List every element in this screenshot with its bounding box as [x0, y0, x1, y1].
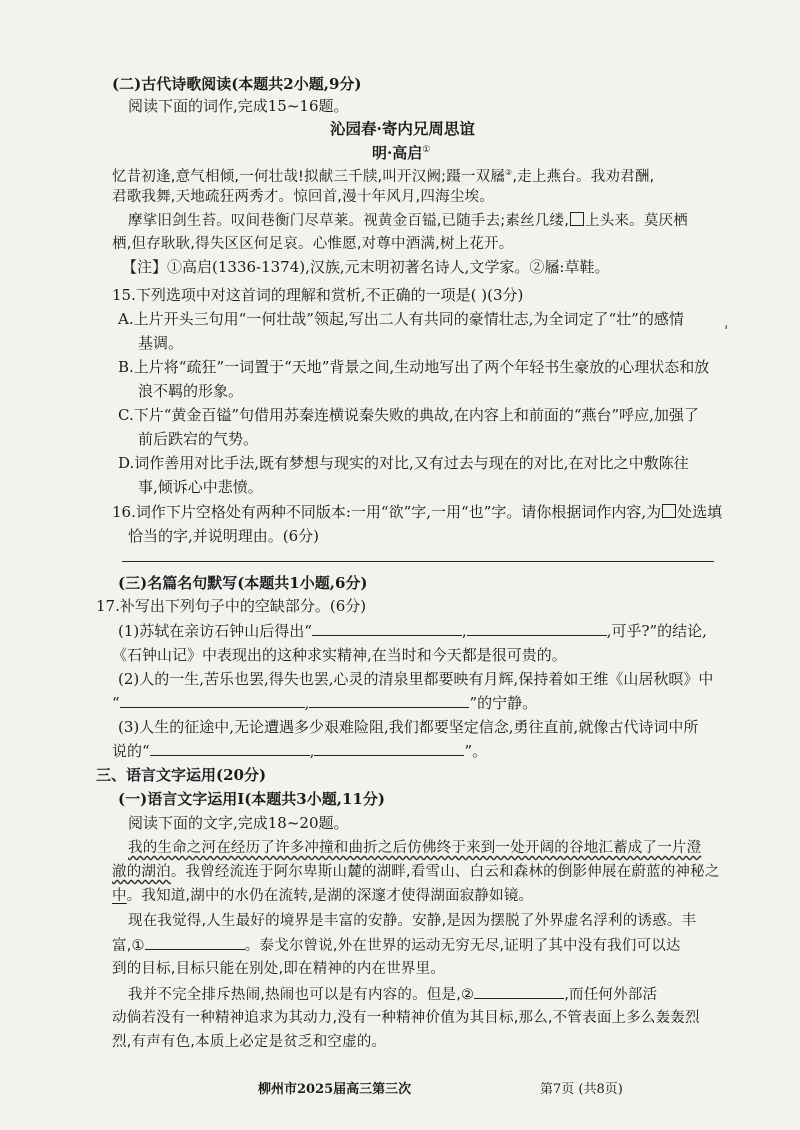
q15-option-c-cont: 前后跌宕的气势。	[138, 430, 259, 448]
poem-title: 沁园春·寄内兄周思谊	[330, 119, 475, 138]
q15-stem: 15.下列选项中对这首词的理解和赏析,不正确的一项是( )(3分)	[112, 286, 524, 304]
footer-exam-title: 柳州市2025届高三第三次	[258, 1082, 412, 1097]
poem-author: 明·高启①	[372, 144, 431, 162]
passage-p1-line3: 中。我知道,湖中的水仍在流转,是湖的深邃才使得湖面寂静如镜。	[112, 888, 534, 904]
q17-stem: 17.补写出下列句子中的空缺部分。(6分)	[96, 597, 367, 615]
passage-p1-line1: 我的生命之河在经历了许多冲撞和曲折之后仿佛终于来到一处开阔的谷地汇蓄成了一片澄	[128, 840, 702, 856]
q15-option-a: A.上片开头三句用“一何壮哉”领起,写出二人有共同的豪情壮志,为全词定了“壮”的感情	[118, 310, 684, 328]
section-heading-poetry: (二)古代诗歌阅读(本题共2小题,9分)	[112, 75, 362, 93]
q17-item-1: (1)苏轼在亲访石钟山后得出“ , ,可乎?”的结论,	[118, 622, 707, 640]
footer-page-info: 第7页 (共8页)	[540, 1082, 623, 1097]
fill-blank[interactable]	[150, 741, 310, 756]
passage-p2-line3: 到的目标,目标只能在别处,即在精神的内在世界里。	[112, 961, 446, 977]
q17-item-2-cont: “ , ”的宁静。	[112, 694, 538, 712]
q17-item-3-cont: 说的“ , ”。	[112, 742, 488, 760]
q17-item-1-cont: 《石钟山记》中表现出的这种求实精神,在当时和今天都是很可贵的。	[112, 646, 567, 664]
part3-heading: 三、语言文字运用(20分)	[96, 766, 267, 784]
fill-blank[interactable]	[312, 621, 462, 636]
q17-item-3: (3)人生的征途中,无论遭遇多少艰难险阻,我们都要坚定信念,勇往直前,就像古代诗词中所	[118, 718, 699, 736]
q16-stem-cont: 恰当的字,并说明理由。(6分)	[128, 527, 320, 545]
poem-line-4: 栖,但存耿耿,得失区区何足哀。心惟愿,对尊中酒满,树上花开。	[112, 236, 514, 252]
passage-p3-line1: 我并不完全排斥热闹,热闹也可以是有内容的。但是,② ,而任何外部活	[128, 984, 657, 1005]
poetry-instruction: 阅读下面的词作,完成15~16题。	[128, 97, 349, 115]
poem-footnote-2: ②	[505, 168, 513, 177]
fill-blank[interactable]	[309, 693, 469, 708]
passage-p2-line1: 现在我觉得,人生最好的境界是丰富的安静。安静,是因为摆脱了外界虚名浮利的诱惑。丰	[128, 913, 697, 929]
q17-item-2: (2)人的一生,苦乐也罢,得失也罢,心灵的清泉里都要映有月辉,保持着如王维《山居秋暝》中	[118, 670, 714, 688]
q15-option-b-cont: 浪不羁的形象。	[138, 382, 244, 400]
q15-option-d: D.词作善用对比手法,既有梦想与现实的对比,又有过去与现在的对比,在对比之中敷陈往	[118, 454, 689, 472]
q15-option-c: C.下片“黄金百镒”句借用苏秦连横说秦失败的典故,在内容上和前面的“燕台”呼应,加强了	[118, 406, 699, 424]
q15-option-b: B.上片将“疏狂”一词置于“天地”背景之间,生动地写出了两个年轻书生豪放的心理状态和放	[118, 358, 710, 376]
blank-box	[570, 212, 584, 226]
answer-line	[122, 561, 714, 562]
fill-blank-2[interactable]	[474, 984, 564, 999]
fill-blank-1[interactable]	[145, 935, 245, 950]
poem-notes: 【注】①高启(1336-1374),汉族,元末明初著名诗人,文学家。②屩:草鞋。	[122, 258, 610, 276]
poem-line-1: 忆昔初逢,意气相倾,一何壮哉!拟献三千牍,叫开汉阙;蹑一双屩②,走上燕台。我劝君酬,	[112, 168, 655, 185]
passage-p1-line2: 澈的湖泊。我曾经流连于阿尔卑斯山麓的湖畔,看雪山、白云和森林的倒影伸展在蔚蓝的神秘之	[112, 864, 720, 880]
fill-blank[interactable]	[120, 693, 305, 708]
passage-p3-line2: 动倘若没有一种精神追求为其动力,没有一种精神价值为其目标,那么,不管表面上多么轰轰烈	[112, 1010, 700, 1026]
fill-blank[interactable]	[314, 741, 464, 756]
section-heading-recitation: (三)名篇名句默写(本题共1小题,6分)	[118, 574, 368, 592]
passage-p3-line3: 烈,有声有色,本质上必定是贫乏和空虚的。	[112, 1034, 387, 1050]
fill-blank[interactable]	[467, 621, 607, 636]
poem-author-footnote: ①	[422, 145, 431, 155]
q16-stem: 16.词作下片空格处有两种不同版本:一用“欲”字,一用“也”字。请你根据词作内容,为 处选填	[112, 503, 723, 521]
scan-mark: ˌ	[724, 312, 729, 331]
q15-option-a-cont: 基调。	[138, 334, 184, 352]
part3-instruction: 阅读下面的文字,完成18~20题。	[128, 814, 349, 832]
poem-line-3: 摩挲旧剑生苔。叹间巷衡门尽草莱。视黄金百镒,已随手去;素丝几缕, 上头来。莫厌栖	[128, 213, 688, 229]
q15-option-d-cont: 事,倾诉心中悲愤。	[138, 478, 263, 496]
poem-line-2: 君歌我舞,天地疏狂两秀才。惊回首,漫十年风月,四海尘埃。	[112, 189, 494, 205]
passage-p2-line2: 富,① 。泰戈尔曾说,外在世界的运动无穷无尽,证明了其中没有我们可以达	[112, 935, 681, 956]
part3-subheading: (一)语言文字运用Ⅰ(本题共3小题,11分)	[118, 790, 385, 808]
blank-box	[662, 504, 676, 518]
